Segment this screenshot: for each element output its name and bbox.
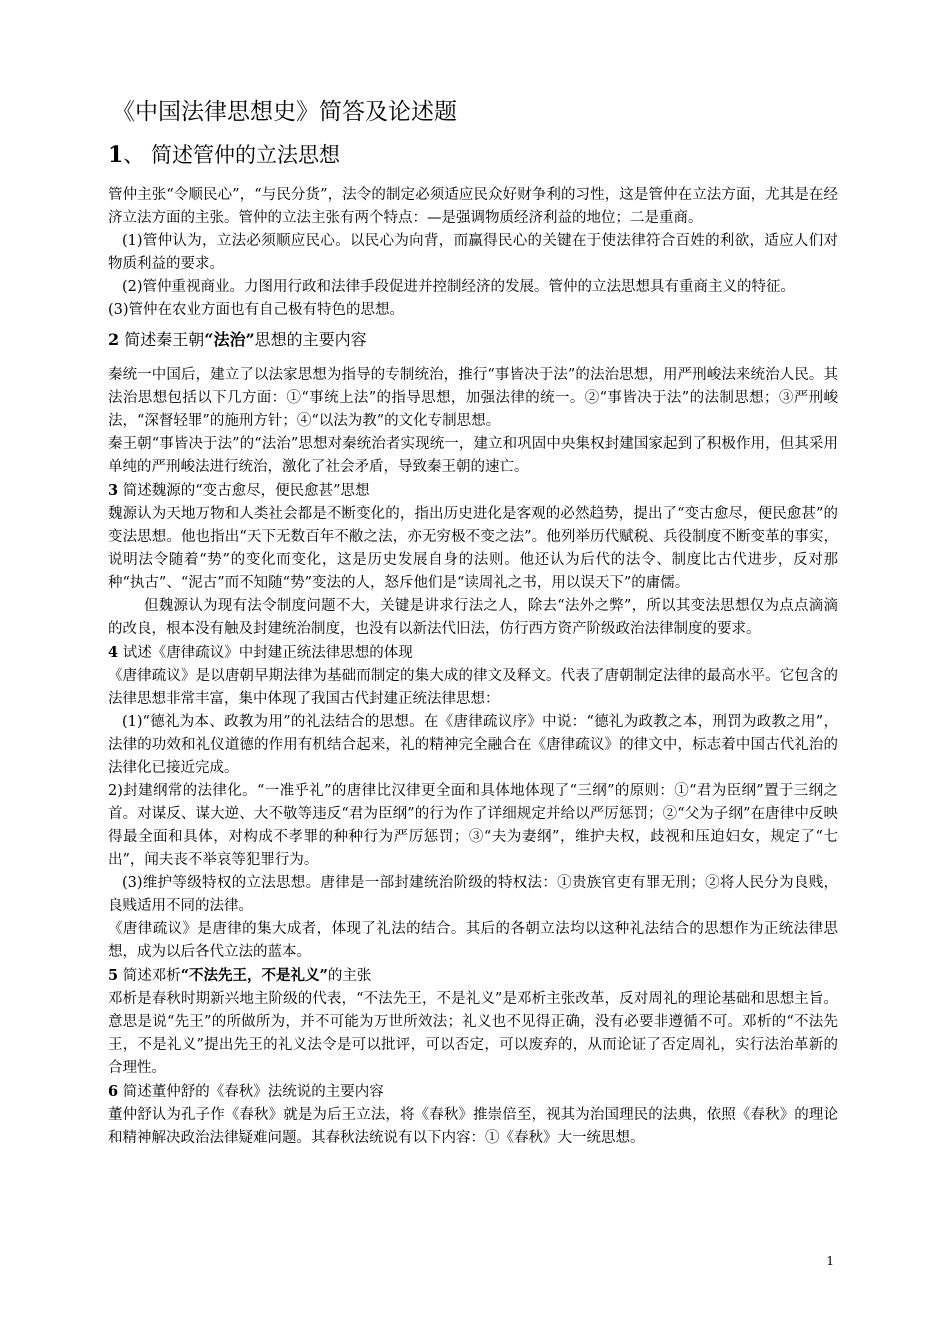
section-1-paragraph-1: 管仲主张“令顺民心”，“与民分货”，法令的制定必须适应民众好财争利的习性，这是管仲在立法方面，尤其是在经济立法方面的主张。管仲的立法主张有两个特点：—是强调物质经济利益的地位；二是重商。 [108,187,838,226]
section-1-number: 1 [108,142,124,168]
section-2-title-a: 简述秦王朝 [119,330,205,349]
section-4-paragraph-5: 《唐律疏议》是唐律的集大成者，体现了礼法的结合。其后的各朝立法均以这种礼法结合的思想作为正统法律思想，成为以后各代立法的蓝本。 [108,921,838,960]
section-1-paragraph-2: (1)管仲认为，立法必须顺应民心。以民心为向背，而赢得民心的关键在于使法律符合百姓的利欲，适应人们对物质利益的要求。 [108,233,838,272]
section-4-paragraph-1: 《唐律疏议》是以唐朝早期法律为基础而制定的集大成的律文及释文。代表了唐朝制定法律的最高水平。它包含的法律思想非常丰富，集中体现了我国古代封建正统法律思想： [108,668,838,707]
section-2-paragraph-1: 秦统一中国后，建立了以法家思想为指导的专制统治，推行“事皆决于法”的法治思想，用严刑峻法来统治人民。其法治思想包括以下几方面：①“事统上法”的指导思想，加强法律的统一。②“事皆决于法”的法制思想；③严刑峻法，“深督轻罪”的施刑方针；④“以法为教”的文化专制思想。 [108,367,838,429]
section-3-heading [108,479,838,503]
section-2-heading [108,326,838,354]
section-3-paragraph-1: 魏源认为天地万物和人类社会都是不断变化的，指出历史进化是客观的必然趋势，提出了“变古愈尽，便民愈甚”的变法思想。他也指出“天下无数百年不敝之法，亦无穷极不变之法”。他列举历代赋税、兵役制度不断变革的事实，说明法令随着“势”的变化而变化，这是历史发展自身的法则。他还认为后代的法令、制度比古代进步，反对那种“执古”、“泥古”而不知随“势”变法的人，怒斥他们是“读周礼之书，用以误天下”的庸儒。 [108,506,838,591]
section-4-heading [108,641,838,665]
section-1-paragraph-3: (2)管仲重视商业。力图用行政和法律手段促进并控制经济的发展。管仲的立法思想具有重商主义的特征。 [122,279,796,295]
section-2-number: 2 [108,330,120,349]
section-4-number: 4 [108,644,119,661]
section-5-heading [108,964,838,988]
section-3-title: 简述魏源的“变古愈尽，便民愈甚”思想 [118,483,370,499]
page-number: 1 [826,1254,834,1268]
section-5-title-b: “不法先王，不是礼义” [180,967,328,984]
section-5-number: 5 [108,967,119,984]
section-6-paragraph-1: 董仲舒认为孔子作《春秋》就是为后王立法，将《春秋》推崇倍至，视其为治国理民的法典，依照《春秋》的理论和精神解决政治法律疑难问题。其春秋法统说有以下内容：①《春秋》大一统思想。 [108,1107,838,1146]
section-6-heading [108,1080,838,1104]
section-4-title: 试述《唐律疏议》中封建正统法律思想的体现 [118,645,413,661]
document-title: 《中国法律思想史》简答及论述题 [112,99,457,125]
section-2-title-c: 思想的主要内容 [254,330,367,349]
section-5-title-a: 简述邓析 [118,968,181,984]
section-4-paragraph-4: (3)维护等级特权的立法思想。唐律是一部封建统治阶级的特权法：①贵族官吏有罪无刑；②将人民分为良贱，良贱适用不同的法律。 [108,875,838,914]
section-1-title: 、 简述管仲的立法思想 [123,143,340,167]
section-1-paragraph-4: (3)管仲在农业方面也有自己极有特色的思想。 [108,302,405,318]
section-1-heading [108,138,838,172]
section-5-paragraph-1: 邓析是春秋时期新兴地主阶级的代表，“不法先王，不是礼义”是邓析主张改革，反对周礼的理论基础和思想主旨。意思是说“先王”的所做所为，并不可能为万世所效法；礼义也不见得正确，没有必要非遵循不可。邓析的“不法先王，不是礼义”提出先王的礼义法令是可以批评，可以否定，可以废弃的，从而论证了否定周礼，实行法治革新的合理性。 [108,991,838,1076]
section-6-title: 简述董仲舒的《春秋》法统说的主要内容 [118,1084,384,1100]
section-2-paragraph-2: 秦王朝“事皆决于法”的“法治”思想对秦统治者实现统一，建立和巩固中央集权封建国家起到了积极作用，但其采用单纯的严刑峻法进行统治，激化了社会矛盾，导致秦王朝的速亡。 [108,436,838,475]
document-body [108,92,838,1150]
section-2-title-b: “法治” [204,330,255,349]
section-4-paragraph-2: (1)“德礼为本、政教为用”的礼法结合的思想。在《唐律疏议序》中说：“德礼为政教之本，刑罚为政教之用”，法律的功效和礼仪道德的作用有机结合起来，礼的精神完全融合在《唐律疏议》的律文中，标志着中国古代礼治的法律化已接近完成。 [108,714,838,776]
section-6-number: 6 [108,1083,119,1100]
section-3-paragraph-2: 但魏源认为现有法令制度问题不大，关键是讲求行法之人，除去“法外之弊”，所以其变法思想仅为点点滴滴的改良，根本没有触及封建统治制度，也没有以新法代旧法，仿行西方资产阶级政治法律制度的要求。 [108,598,838,637]
section-3-number: 3 [108,482,119,499]
section-4-paragraph-3: 2)封建纲常的法律化。“一准乎礼”的唐律比汉律更全面和具体地体现了“三纲”的原则：①“君为臣纲”置于三纲之首。对谋反、谋大逆、大不敬等违反“君为臣纲”的行为作了详细规定并给以严厉惩罚；②“父为子纲”在唐律中反映得最全面和具体，对构成不孝罪的种种行为严厉惩罚；③“夫为妻纲”，维护夫权，歧视和压迫妇女，规定了“七出”，闻夫丧不举哀等犯罪行为。 [108,783,838,868]
section-5-title-c: 的主张 [327,968,372,984]
